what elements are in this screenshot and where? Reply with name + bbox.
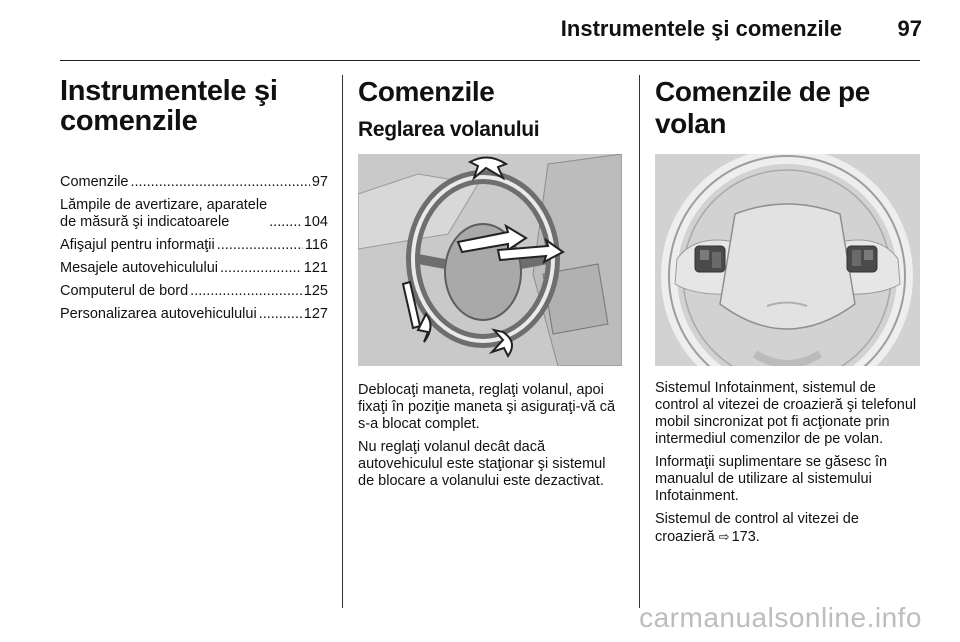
toc-leader-dots [217,237,303,254]
toc-entry-page: 121 [303,260,328,276]
toc-entry-label: Mesajele autovehiculului [60,260,218,276]
toc-entry-label: Computerul de bord [60,283,189,299]
table-of-contents [60,174,328,323]
header-title: Instrumentele şi comenzile [560,16,842,41]
header-rule [60,60,920,61]
toc-leader-dots [269,214,302,231]
xref-page: 173. [731,529,760,545]
toc-entry-page: 104 [303,214,328,230]
steering-wheel-controls-drawing [655,154,920,366]
toc-entry[interactable] [60,306,328,323]
toc-entry-label: Afişajul pentru informaţii [60,237,215,253]
toc-entry[interactable] [60,283,328,300]
paragraph: Sistemul Infotainment, sistemul de control al vitezei de croazieră şi telefonul mobil sincronizat pot fi acţionate prin intermediul comenzilor de pe volan. [655,380,917,447]
steering-wheel-adjust-illustration [358,154,622,366]
steering-controls-column [655,76,920,552]
toc-leader-dots [131,174,310,191]
steering-wheel-adjust-drawing [358,154,622,366]
paragraph: Nu reglaţi volanul decât dacă autovehiculul este staţionar şi sistemul de blocare a volanului este dezactivat. [358,439,606,489]
steering-wheel-controls-illustration [655,154,920,366]
toc-entry[interactable] [60,197,328,231]
toc-leader-dots [259,306,302,323]
toc-entry-label: Comenzile [60,174,129,190]
toc-entry[interactable] [60,174,328,191]
header-page-number: 97 [897,16,922,41]
column-divider [639,75,640,608]
watermark: carmanualsonline.info [639,602,922,633]
toc-entry-label: Lămpile de avertizare, aparatele de măsură şi indicatoarele [60,197,268,230]
toc-entry[interactable] [60,237,328,254]
section-title: Comenzile de pe volan [655,76,870,139]
arrow-xref-icon: ⇨ [718,529,730,544]
toc-entry[interactable] [60,260,328,277]
controls-column [358,76,622,496]
toc-leader-dots [190,283,302,300]
paragraph: Informaţii suplimentare se găsesc în manualul de utilizare al sistemului Infotainment. [655,454,888,504]
toc-leader-dots [220,260,302,277]
column-divider [342,75,343,608]
toc-entry-page: 127 [303,306,328,322]
chapter-title: Instrumentele şi comenzile [60,75,278,137]
toc-entry-page: 97 [311,174,328,190]
toc-entry-label: Personalizarea autovehiculului [60,306,257,322]
section-title: Comenzile [358,76,495,107]
chapter-column [60,76,328,329]
sub-title: Reglarea volanului [358,118,540,141]
toc-entry-page: 116 [304,237,328,253]
toc-entry-page: 125 [303,283,328,299]
xref-text: Sistemul de control al vitezei de croazieră [655,511,859,545]
cross-reference[interactable] [655,511,920,546]
paragraph: Deblocaţi maneta, reglaţi volanul, apoi fixaţi în poziţie maneta şi asiguraţi-vă că s-a blocat complet. [358,382,616,432]
